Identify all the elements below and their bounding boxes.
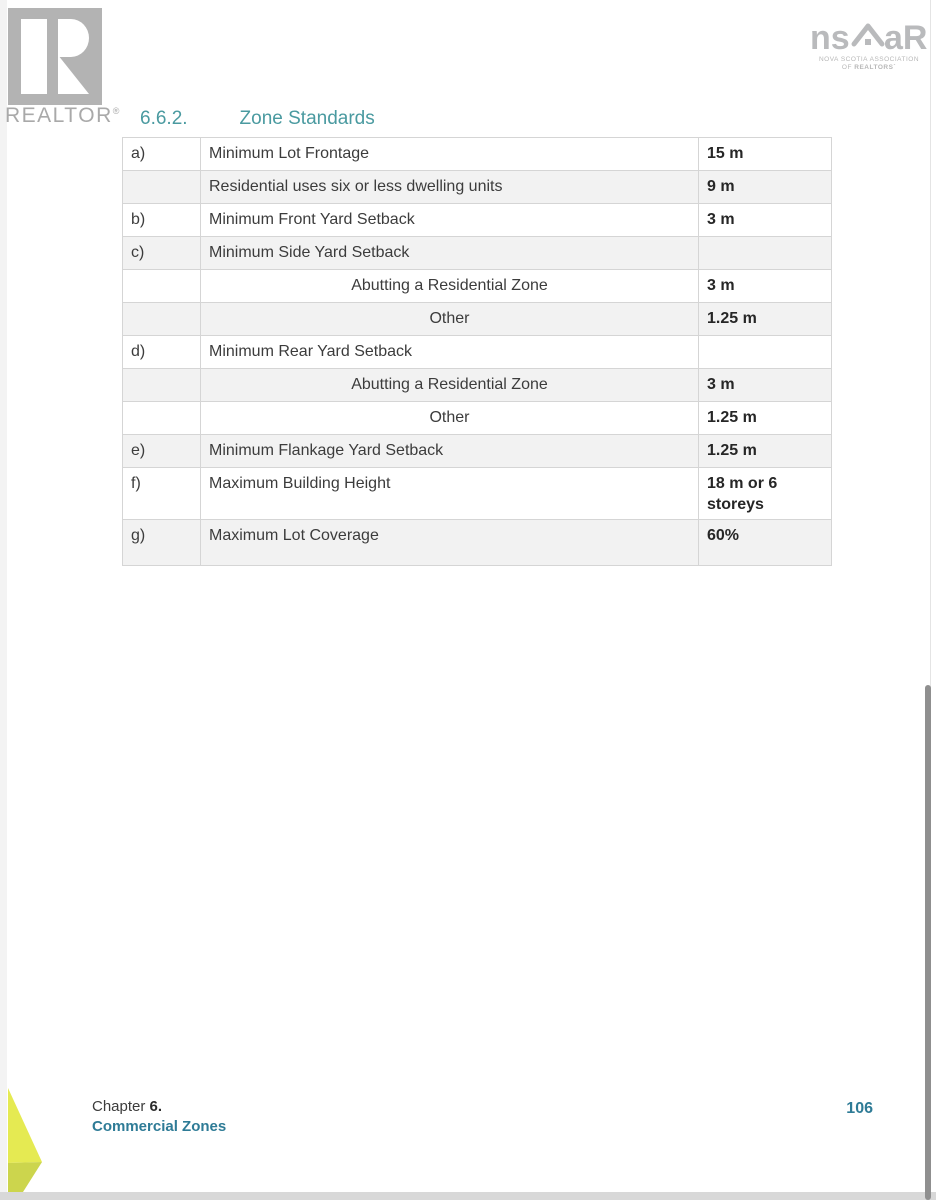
row-letter-cell: a): [123, 138, 201, 171]
nsar-sub-line2: OF REALTORS´: [841, 64, 897, 71]
table-row: [123, 237, 832, 270]
table-row: [123, 369, 832, 402]
row-letter-cell: e): [123, 435, 201, 468]
row-label-cell: Minimum Flankage Yard Setback: [201, 435, 699, 468]
row-label-cell: Maximum Building Height: [201, 468, 699, 520]
realtor-logo-label: REALTOR®: [5, 104, 121, 127]
nsar-sub-caption: [808, 56, 930, 72]
row-letter-cell: [123, 369, 201, 402]
row-value-cell: [699, 336, 832, 369]
section-number: 6.6.2.: [140, 108, 188, 129]
table-row: [123, 435, 832, 468]
row-letter-cell: f): [123, 468, 201, 520]
realtor-r-icon: [5, 8, 102, 105]
table-row: [123, 270, 832, 303]
row-letter-cell: [123, 270, 201, 303]
house-dot-icon: [865, 39, 871, 45]
row-letter-cell: b): [123, 204, 201, 237]
page-number: 106: [846, 1100, 873, 1117]
corner-arrow-icon: [0, 1086, 50, 1192]
table-row: [123, 204, 832, 237]
row-letter-cell: g): [123, 520, 201, 566]
row-label-cell: Other: [201, 402, 699, 435]
table-row: [123, 468, 832, 520]
table-row: [123, 336, 832, 369]
row-letter-cell: [123, 303, 201, 336]
chapter-number: 6.: [149, 1098, 163, 1115]
table-row: [123, 520, 832, 566]
row-letter-cell: d): [123, 336, 201, 369]
row-letter-cell: c): [123, 237, 201, 270]
row-label-cell: Maximum Lot Coverage: [201, 520, 699, 566]
row-label-cell: Abutting a Residential Zone: [201, 270, 699, 303]
row-letter-cell: [123, 402, 201, 435]
row-label-cell: Minimum Front Yard Setback: [201, 204, 699, 237]
page-gap-strip: [0, 1192, 936, 1200]
row-label-cell: Other: [201, 303, 699, 336]
row-value-cell: 1.25 m: [699, 303, 832, 336]
nsar-logo: [808, 16, 930, 72]
nsar-wordmark-icon: [810, 16, 928, 56]
row-value-cell: 1.25 m: [699, 402, 832, 435]
row-value-cell: [699, 237, 832, 270]
row-value-cell: 9 m: [699, 171, 832, 204]
chapter-title: Commercial Zones: [92, 1118, 227, 1135]
realtor-logo: [5, 8, 121, 128]
row-label-cell: Residential uses six or less dwelling units: [201, 171, 699, 204]
row-label-cell: Minimum Lot Frontage: [201, 138, 699, 171]
chapter-line: Chapter 6.: [92, 1098, 163, 1115]
row-letter-cell: [123, 171, 201, 204]
table-row: [123, 402, 832, 435]
section-heading: [140, 108, 375, 130]
table-row: [123, 303, 832, 336]
viewer-left-margin: [0, 0, 7, 1192]
registered-mark: ®: [112, 106, 121, 116]
scrollbar-thumb[interactable]: [925, 685, 931, 1200]
footer-chapter: [92, 1097, 226, 1137]
row-value-cell: 15 m: [699, 138, 832, 171]
row-value-cell: 1.25 m: [699, 435, 832, 468]
svg-text:ns: ns: [810, 19, 850, 56]
table-row: [123, 138, 832, 171]
zone-standards-table: [122, 137, 831, 566]
row-value-cell: 3 m: [699, 270, 832, 303]
nsar-sub-line1: NOVA SCOTIA ASSOCIATION: [818, 56, 920, 63]
row-value-cell: 18 m or 6 storeys: [699, 468, 832, 520]
row-label-cell: Abutting a Residential Zone: [201, 369, 699, 402]
row-value-cell: 3 m: [699, 369, 832, 402]
row-value-cell: 60%: [699, 520, 832, 566]
row-label-cell: Minimum Side Yard Setback: [201, 237, 699, 270]
row-value-cell: 3 m: [699, 204, 832, 237]
section-title: Zone Standards: [239, 108, 375, 129]
row-label-cell: Minimum Rear Yard Setback: [201, 336, 699, 369]
svg-text:aR: aR: [884, 19, 928, 56]
table-row: [123, 171, 832, 204]
